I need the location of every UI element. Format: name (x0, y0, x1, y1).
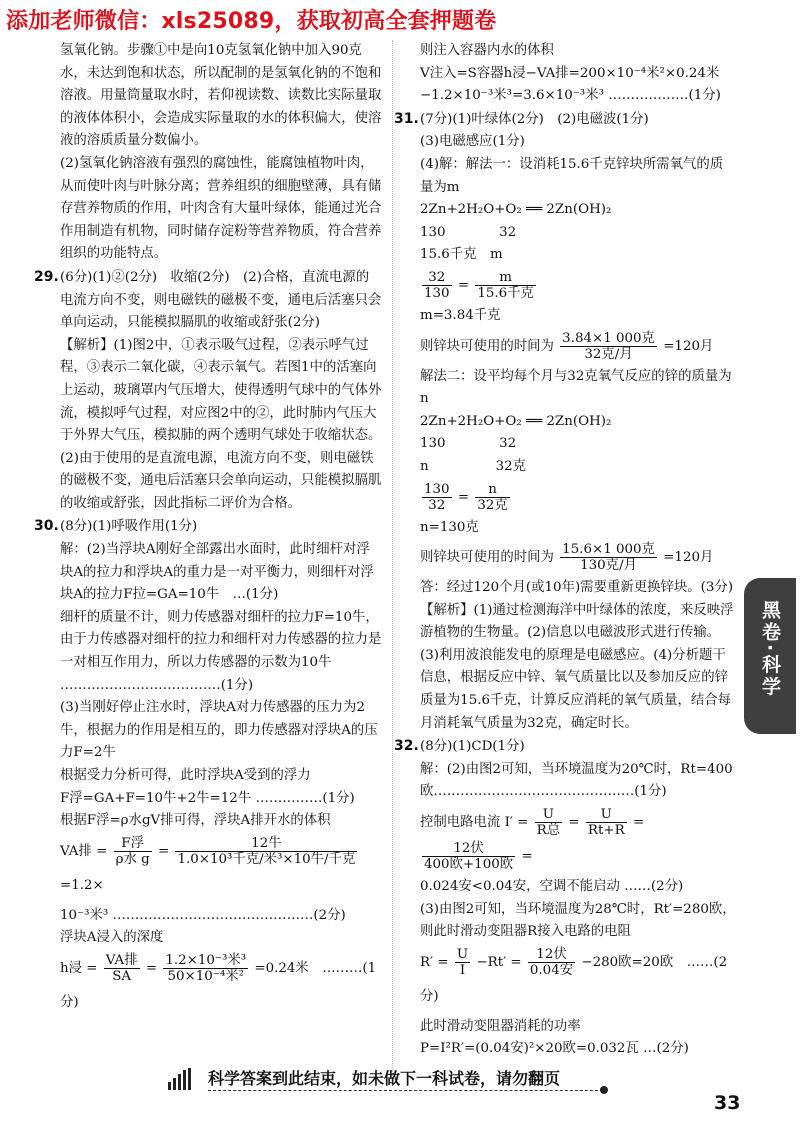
fraction (422, 482, 452, 513)
left-cont-paragraph: 氢氧化钠。步骤①中是向10克氢氧化钠中加入90克水，未达到饱和状态，所以配制的是氢氧化钠的不饱和溶液。用量筒量取水时，若仰视读数、读数比实际量取的液体体积小，会造成实际量取的水的体积偏大，使溶液的溶质质量分数偏小。 (60, 43, 382, 149)
depth-equation (60, 952, 382, 1020)
numerator: 130 (424, 481, 450, 497)
eq-term: =120月 (663, 550, 714, 566)
numerator: 12牛 (175, 836, 357, 852)
q32-line: P=I²R′=(0.04安)²×20欧=0.032瓦 …(2分) (420, 1041, 689, 1057)
denominator: 130 (424, 285, 450, 301)
footer-rule (208, 1090, 603, 1091)
left-column (34, 40, 382, 1022)
proportion-equation (420, 269, 736, 303)
denominator: R总 (536, 823, 561, 839)
numerator: 15.6×1 000克 (562, 542, 655, 558)
footer-notice (168, 1066, 608, 1092)
eq-term: =1.2× (60, 877, 104, 893)
q31-line: n 32克 (420, 458, 527, 474)
numerator: VA排 (105, 952, 138, 968)
eq-term: = (568, 815, 580, 831)
fraction (535, 807, 562, 838)
q31-line: 130 32 (420, 436, 517, 452)
fraction (422, 841, 515, 872)
eq-term: = (632, 815, 645, 831)
denominator: SA (112, 968, 132, 984)
q30-line: 10⁻³米³ ………………………………………(2分) (60, 907, 346, 923)
q30-line: 浮块A浸入的深度 (60, 930, 164, 946)
fraction (175, 836, 357, 867)
denominator: 130克/月 (580, 558, 637, 574)
right-cont-line: V注入=S容器h浸−VA排=200×10⁻⁴米²×0.24米−1.2×10⁻³米³=3.6×10⁻³米³ ………………(1分) (420, 65, 721, 104)
eq-term: R′ = (420, 954, 449, 970)
q30-line: (3)当刚好停止注水时，浮块A对力传感器的压力为2牛，根据力的作用是相互的，即力传感器对浮块A的压力F=2牛 (60, 700, 378, 761)
denominator: 1.0×10³千克/米³×10牛/千克 (177, 851, 356, 867)
page-number: 33 (714, 1092, 741, 1114)
fraction (104, 953, 140, 984)
q29-analysis: 【解析】(1)图2中，①表示吸气过程，②表示呼气过程，③表示二氧化碳，④表示氧气。若图1中的活塞向上运动，玻璃罩内气压增大，使得透明气球中的气体外流，模拟呼气过程，对应图2中的②，此时肺内气压大于外界大气压，模拟肺的两个透明气球处于收缩状态。(2)由于使用的是直流电源，电流方向不变，则电磁铁的磁极不变，通电后活塞只会单向运动，只能模拟膈肌的收缩或舒张，因此指标二评价为合格。 (60, 337, 382, 511)
q31-line: 15.6千克 m (420, 247, 503, 263)
q32-answer (394, 735, 736, 759)
subject-side-tab (744, 578, 796, 734)
eq-term: = (521, 849, 533, 865)
fraction (475, 482, 509, 513)
fraction (560, 542, 657, 573)
volume-equation (60, 835, 382, 903)
q30-line: 细杆的质量不计，则力传感器对细杆的拉力F=10牛，由于力传感器对细杆的拉力和细杆对力传感器的拉力是一对相互作用力，所以力传感器的示数为10牛 ………………………………(1分) (60, 609, 382, 693)
q30-line: 根据F浮=ρ水gV排可得，浮块A排开水的体积 (60, 813, 331, 829)
q29-line: (6分)(1)②(2分) 收缩(2分) (2)合格，直流电源的电流方向不变，则电磁铁的磁极不变，通电后活塞只会单向运动，只能模拟膈肌的收缩或舒张(2分) (60, 269, 382, 331)
q30-line: (8分)(1)呼吸作用(1分) (60, 519, 198, 535)
q31-analysis: 【解析】(1)通过检测海洋中叶绿体的浓度，来反映浮游植物的生物量。(2)信息以电磁波形式进行传输。(3)利用波浪能发电的原理是电磁感应。(4)分析题干信息，根据反应中锌、氧气质量比以及参加反应的锌质量为15.6千克，计算反应消耗的氧气质量，结合每月消耗氧气质量为32克，确定时长。 (420, 602, 734, 731)
watermark-bar (0, 0, 800, 40)
q30-line: F浮=GA+F=10牛+2牛=12牛 ……………(1分) (60, 790, 355, 806)
q32-line: (8分)(1)CD(1分) (420, 739, 525, 755)
resistance-equation (420, 946, 736, 1014)
numerator: 12伏 (528, 947, 575, 963)
denominator: Rt+R (587, 823, 625, 839)
eq-term: 则锌块可使用的时间为 (420, 550, 554, 566)
q32-line: 0.024安<0.04安，空调不能启动 ……(2分) (420, 879, 684, 895)
eq-term: = (457, 489, 470, 505)
q30-line: 解：(2)当浮块A刚好全部露出水面时，此时细杆对浮块A的拉力和浮块A的重力是一对平衡力，则细杆对浮块A的拉力F拉=GA=10牛 …(1分) (60, 542, 374, 603)
numerator: U (586, 807, 627, 823)
eq-term: −Rt′ = (476, 954, 522, 970)
q30-answer (34, 515, 382, 539)
numerator: m (475, 270, 536, 286)
eq-term: = (457, 277, 470, 293)
numerator: F浮 (114, 836, 152, 852)
left-cont-paragraph: (2)氢氧化钠溶液有强烈的腐蚀性，能腐蚀植物叶肉，从而使叶肉与叶脉分离；营养组织的细胞壁薄，具有储存营养物质的作用，叶肉含有大量叶绿体，能通过光合作用制造有机物，同时储存淀粉等营养物质，符合营养组织的功能特点。 (60, 155, 382, 262)
denominator: 32 (428, 497, 446, 513)
q32-line: (3)由图2可知，当环境温度为28℃时，Rt′=280欧，则此时滑动变阻器R接入电路的电阻 (420, 901, 736, 940)
fraction (163, 953, 248, 984)
right-column (394, 40, 736, 1061)
denominator: I (459, 962, 466, 978)
q31-line: 2Zn+2H₂O+O₂ ══ 2Zn(OH)₂ (420, 413, 612, 429)
fraction (475, 270, 536, 301)
right-cont-line: 则注入容器内水的体积 (420, 43, 554, 58)
denominator: 15.6千克 (477, 285, 534, 301)
footer-dot-icon (600, 1086, 608, 1094)
q29-answer (34, 266, 382, 335)
numerator: U (535, 807, 562, 823)
numerator: 12伏 (422, 841, 515, 857)
q32-line: 解：(2)由图2可知，当环境温度为20℃时，Rt=400欧………………………………………(1分) (420, 761, 733, 800)
q30-line: 根据受力分析可得，此时浮块A受到的浮力 (60, 768, 311, 783)
denominator: ρ水 g (115, 851, 150, 867)
q31-answer (394, 108, 736, 132)
q31-line: (7分)(1)叶绿体(2分) (2)电磁波(1分) (420, 111, 649, 127)
side-tab-label: 黑卷·科学 (759, 600, 781, 699)
numerator: n (475, 482, 509, 498)
numerator: U (456, 946, 469, 962)
column-divider (392, 40, 393, 1080)
numerator: 1.2×10⁻³米³ (165, 952, 247, 968)
q31-line: (4)解：解法一：设消耗15.6千克锌块所需氧气的质量为m (420, 156, 724, 195)
time-equation (420, 541, 736, 575)
q30-number: 30. (34, 518, 59, 535)
proportion-equation (420, 481, 736, 515)
q31-line: m=3.84千克 (420, 307, 501, 323)
fraction (560, 331, 657, 362)
fraction (422, 270, 452, 301)
q31-line: 解法二：设平均每个月与32克氧气反应的锌的质量为n (420, 368, 732, 407)
q31-line: 答：经过120个月(或10年)需要重新更换锌块。(3分) (420, 580, 734, 596)
time-equation (420, 330, 736, 364)
eq-term: =120月 (663, 338, 714, 354)
eq-term: =0.24米 ………(1分) (60, 960, 377, 1010)
eq-term: = (157, 843, 170, 859)
eq-term: 控制电路电流 I′ = (420, 815, 529, 831)
denominator: 32克/月 (584, 346, 633, 362)
q31-line: 2Zn+2H₂O+O₂ ══ 2Zn(OH)₂ (420, 202, 612, 218)
denominator: 400欧+100欧 (424, 857, 514, 873)
current-equation (420, 806, 736, 874)
q31-number: 31. (394, 110, 419, 127)
q29-number: 29. (34, 268, 59, 285)
q31-line: n=130克 (420, 519, 479, 535)
denominator: 0.04安 (529, 962, 574, 978)
fraction (586, 807, 627, 838)
numerator: 32 (422, 270, 452, 286)
q32-number: 32. (394, 738, 419, 755)
watermark-text: 添加老师微信：xls25089，获取初高全套押题卷 (6, 9, 497, 34)
q32-line: 此时滑动变阻器消耗的功率 (420, 1018, 581, 1034)
numerator: 3.84×1 000克 (562, 330, 655, 346)
fraction (455, 947, 470, 978)
eq-term: h浸 = (60, 960, 98, 976)
eq-term: = (145, 960, 158, 976)
eq-term: VA排 = (60, 843, 108, 859)
eq-term: 则锌块可使用的时间为 (420, 338, 554, 354)
denominator: 32克 (477, 497, 508, 513)
bars-icon (168, 1068, 196, 1090)
footer-text: 科学答案到此结束，如未做下一科试卷，请勿翻页 (208, 1069, 561, 1088)
denominator: 50×10⁻⁴米² (167, 968, 244, 984)
fraction (114, 836, 152, 867)
fraction (528, 947, 575, 978)
q31-line: (3)电磁感应(1分) (420, 134, 525, 150)
eq-term: −280欧=20欧 ……(2分) (420, 954, 728, 1004)
q31-line: 130 32 (420, 224, 517, 240)
